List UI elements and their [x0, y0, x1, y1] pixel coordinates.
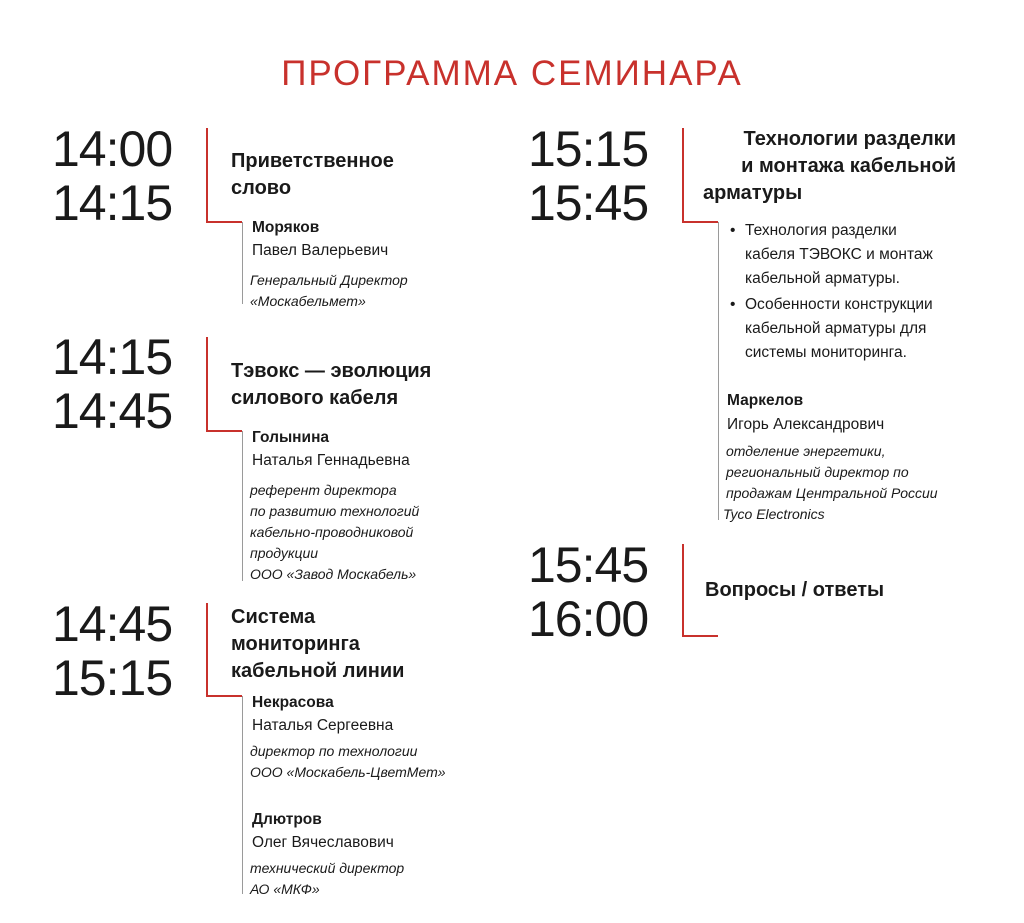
session-3-time: [52, 597, 172, 705]
session-5-divider-foot: [682, 635, 718, 637]
session-3-speaker-line: [242, 696, 243, 894]
session-5-start: 15:45: [528, 537, 649, 593]
speaker-surname: Голынина: [252, 429, 330, 446]
session-1-start: 14:00: [52, 121, 173, 177]
session-2-divider-foot: [206, 430, 242, 432]
session-1-divider: [206, 128, 208, 222]
session-4-bullets: [730, 219, 933, 367]
speaker-patronymic: Наталья Геннадьевна: [252, 452, 410, 469]
session-2-divider: [206, 337, 208, 431]
session-1-time: [52, 122, 172, 230]
session-5-divider: [682, 544, 684, 636]
speaker-surname: Некрасова: [252, 694, 334, 711]
list-item: • Особенности конструкции кабельной арматуры для системы мониторинга.: [730, 293, 933, 365]
session-4-divider-foot: [682, 221, 718, 223]
session-4-title: Технологии разделки и монтажа кабельной арматуры: [703, 128, 956, 204]
session-3-divider: [206, 603, 208, 696]
session-2-title: Тэвокс — эволюция силового кабеля: [231, 360, 432, 409]
session-4-divider: [682, 128, 684, 222]
speaker-role: Генеральный Директор «Москабельмет»: [250, 272, 408, 309]
session-1-divider-foot: [206, 221, 242, 223]
session-2-speaker-line: [242, 431, 243, 581]
speaker-patronymic: Павел Валерьевич: [252, 242, 389, 259]
session-3-end: 15:15: [52, 650, 173, 706]
speaker-surname: Маркелов: [727, 392, 804, 409]
session-4-time: [528, 122, 648, 230]
session-4-start: 15:15: [528, 121, 649, 177]
session-5-time: [528, 538, 648, 646]
speaker-patronymic: Наталья Сергеевна: [252, 717, 394, 734]
page-title: ПРОГРАММА СЕМИНАРА: [281, 54, 743, 93]
session-1-speaker-line: [242, 222, 243, 304]
session-4-speaker-line: [718, 222, 719, 520]
speaker-patronymic: Олег Вячеславович: [252, 834, 394, 851]
speaker-patronymic: Игорь Александрович: [727, 416, 885, 433]
session-1-end: 14:15: [52, 175, 173, 231]
session-3-divider-foot: [206, 695, 242, 697]
session-4-end: 15:45: [528, 175, 649, 231]
session-1-title: Приветственное слово: [231, 150, 394, 199]
session-5-end: 16:00: [528, 591, 649, 647]
list-item: • Технология разделки кабеля ТЭВОКС и монтаж кабельной арматуры.: [730, 219, 933, 291]
speaker-surname: Моряков: [252, 219, 320, 236]
speaker-role: директор по технологии ООО «Москабель-ЦветМет»: [250, 743, 446, 780]
session-5-title: Вопросы / ответы: [705, 579, 885, 601]
session-2-time: [52, 330, 172, 438]
session-2-start: 14:15: [52, 329, 173, 385]
speaker-role: референт директора по развитию технологий кабельно-проводниковой продукции ООО «Завод Москабель»: [250, 482, 420, 582]
speaker-role: отделение энергетики, региональный директор по продажам Центральной России Tyco Electronics: [723, 443, 938, 522]
session-3-title: Система мониторинга кабельной линии: [231, 606, 405, 682]
session-3-start: 14:45: [52, 596, 173, 652]
session-2-end: 14:45: [52, 383, 173, 439]
speaker-surname: Длютров: [252, 811, 322, 828]
speaker-role: технический директор АО «МКФ»: [250, 860, 405, 897]
